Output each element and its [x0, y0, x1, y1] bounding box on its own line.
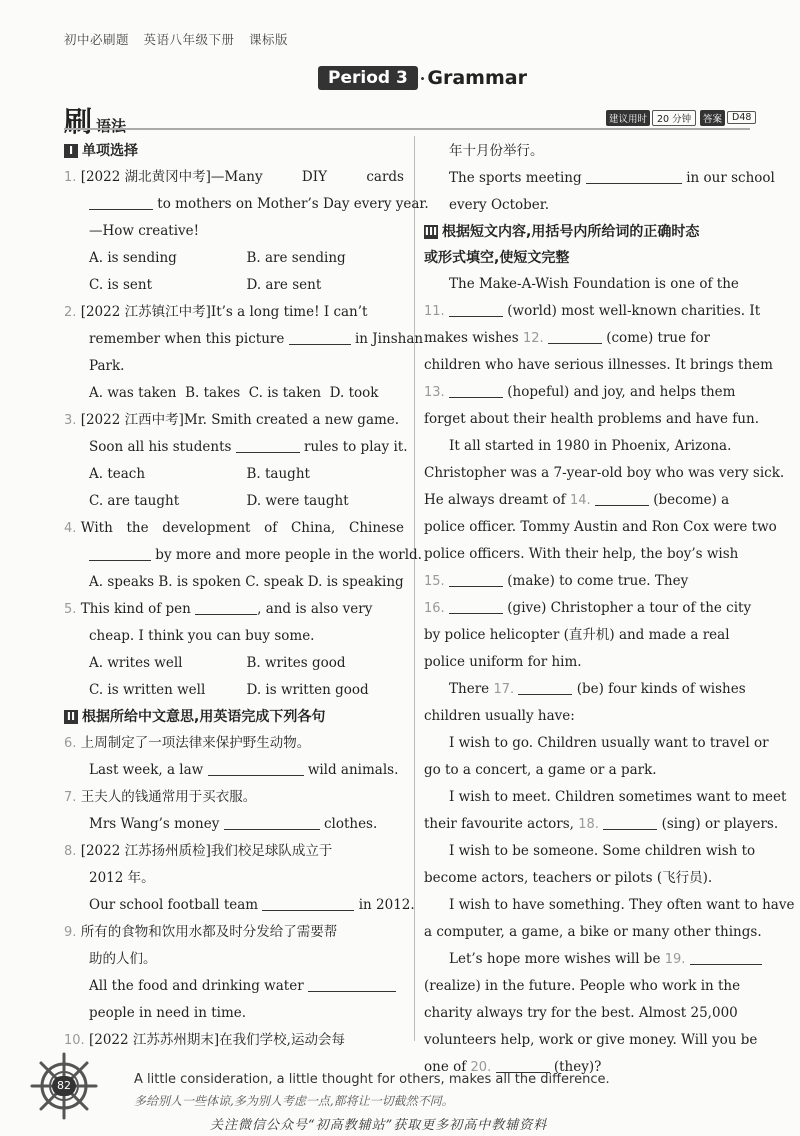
section-heading	[64, 100, 126, 140]
suggested-time-tag	[606, 110, 696, 125]
answer-value: D48	[727, 111, 756, 124]
answer-blank[interactable]	[208, 762, 304, 776]
running-header	[64, 30, 298, 48]
passage-paragraph-4: I wish to go. Children usually want to travel or go to a concert, a game or a park.	[424, 735, 769, 778]
answer-blank[interactable]	[89, 196, 153, 210]
answer-blank-16[interactable]	[449, 600, 503, 614]
section-heading-big: 刷	[64, 105, 93, 138]
period-heading	[318, 64, 527, 92]
answer-blank[interactable]	[308, 978, 396, 992]
question-7: 7. 王夫人的钱通常用于买衣服。 Mrs Wang’s money clothes.	[64, 789, 378, 832]
passage-paragraph-8: Let’s hope more wishes will be 19. (realize) in the future. People who work in the charity always try for the best. Almost 25,000 volunteers help, work or give money. Will you be one of 20. (they)?	[424, 946, 756, 1081]
answer-blank[interactable]	[586, 170, 682, 184]
question-10-start: 10. [2022 江苏苏州期末]在我们学校,运动会每	[64, 1032, 345, 1048]
footer-quote-english: A little consideration, a little thought for others, makes all the difference.	[134, 1072, 610, 1087]
passage-paragraph-5: I wish to meet. Children sometimes want to meet their favourite actors, 18. (sing) or players.	[424, 789, 787, 832]
period-separator: ·	[419, 68, 426, 88]
page-number: 82	[52, 1076, 76, 1096]
question-5: 5. This kind of pen , and is also very cheap. I think you can buy some. A. writes well B. writes good C. is written well D. is written good	[64, 601, 373, 698]
question-10-continued: 年十月份举行。 The sports meeting in our school every October.	[449, 143, 775, 213]
suggested-time-key: 建议用时	[606, 110, 650, 126]
section-heading-small: 语法	[96, 117, 127, 135]
answer-blank[interactable]	[89, 547, 151, 561]
period-label: Period 3	[318, 66, 418, 90]
edition-name: 课标版	[249, 32, 289, 47]
section-1-title: I 单项选择	[64, 138, 404, 164]
question-2: 2. [2022 江苏镇江中考]It’s a long time! I can’t remember when this picture in Jinshan Park. A. was taken B. takes C. is taken D. took	[64, 304, 424, 401]
answer-page-tag	[700, 110, 756, 125]
answer-blank-18[interactable]	[603, 816, 657, 830]
passage-paragraph-1: The Make-A-Wish Foundation is one of the 11. (world) most well-known charities. It makes wishes 12. (come) true for children who have serious illnesses. It brings them 13. (hopeful) and joy, and helps them forget about their health problems and have fun.	[424, 276, 773, 427]
answer-blank-15[interactable]	[449, 573, 503, 587]
passage-paragraph-7: I wish to have something. They often want to have a computer, a game, a bike or many other things.	[424, 897, 795, 940]
answer-blank-19[interactable]	[690, 951, 762, 965]
suggested-time-value: 20 分钟	[652, 110, 696, 126]
question-1: 1. [2022 湖北黄冈中考]—Many DIY cards to mothers on Mother’s Day every year. —How creative! A. is sending B. are sending C. is sent D. are sent	[64, 169, 429, 293]
question-4: 4. With the development of China, Chinese by more and more people in the world. A. speaks B. is spoken C. speak D. is speaking	[64, 520, 422, 590]
answer-blank-20[interactable]	[496, 1059, 550, 1073]
answer-blank-11[interactable]	[449, 303, 503, 317]
section-3-title-cont: 或形式填空,使短文完整	[424, 250, 570, 266]
answer-blank-12[interactable]	[548, 330, 602, 344]
answer-blank[interactable]	[289, 331, 351, 345]
answer-blank[interactable]	[195, 601, 257, 615]
right-column	[424, 138, 795, 1081]
question-3: 3. [2022 江西中考]Mr. Smith created a new game. Soon all his students rules to play it. A. teach B. taught C. are taught D. were taught	[64, 412, 408, 509]
question-8: 8. [2022 江苏扬州质检]我们校足球队成立于 2012 年。 Our school football team in 2012.	[64, 843, 415, 913]
answer-key: 答案	[700, 110, 725, 126]
passage-paragraph-3: There 17. (be) four kinds of wishes children usually have:	[424, 681, 746, 724]
promo-note: 关注微信公众号“初高教辅站”获取更多初高中教辅资料	[210, 1118, 548, 1133]
header-rule	[64, 128, 750, 130]
answer-blank[interactable]	[262, 897, 354, 911]
question-6: 6. 上周制定了一项法律来保护野生动物。 Last week, a law wild animals.	[64, 735, 399, 778]
answer-blank[interactable]	[224, 816, 320, 830]
passage-paragraph-6: I wish to be someone. Some children wish to become actors, teachers or pilots (飞行员).	[424, 843, 756, 886]
passage-paragraph-2: It all started in 1980 in Phoenix, Arizona. Christopher was a 7-year-old boy who was very sick. He always dreamt of 14. (become) a police officer. Tommy Austin and Ron Cox were two police officers. With their help, the boy’s wish 15. (make) to come true. They 16. (give) Christopher a tour of the city by police helicopter (直升机) and made a real police uniform for him.	[424, 438, 785, 670]
answer-blank-13[interactable]	[449, 384, 503, 398]
question-9: 9. 所有的食物和饮用水都及时分发给了需要帮 助的人们。 All the food and drinking water people in need in time.	[64, 919, 404, 1027]
subject-name: 英语八年级下册	[143, 32, 235, 47]
left-column	[64, 138, 429, 1054]
series-name: 初中必刷题	[64, 32, 130, 47]
section-2-title: II 根据所给中文意思,用英语完成下列各句	[64, 704, 404, 730]
answer-blank-17[interactable]	[518, 681, 572, 695]
answer-blank-14[interactable]	[595, 492, 649, 506]
section-3-title: III 根据短文内容,用括号内所给词的正确时态	[424, 224, 700, 240]
footer-quote-chinese: 多给别人一些体谅,多为别人考虑一点,都将让一切截然不同。	[134, 1094, 454, 1108]
period-title: Grammar	[427, 67, 527, 89]
answer-blank[interactable]	[236, 439, 300, 453]
